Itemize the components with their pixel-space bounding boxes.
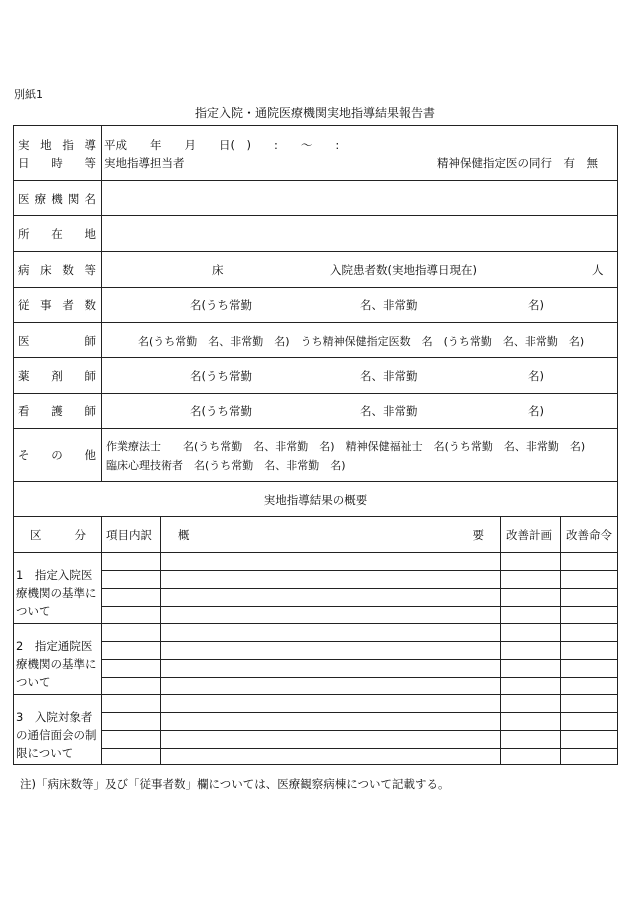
beds-unit: 床: [212, 263, 224, 277]
header-items: 項目内訳: [106, 528, 152, 542]
inpatients-unit: 人: [592, 263, 604, 277]
summary-title: 実地指導結果の概要: [263, 493, 368, 507]
label-doctors: 医 師: [18, 334, 96, 348]
inpatients-label: 入院患者数(実地指導日現在): [330, 263, 477, 277]
footnote: 注)「病床数等」及び「従事者数」欄については、医療観察病棟について記載する。: [20, 777, 450, 791]
header-improvement-order: 改善命令: [566, 528, 612, 542]
address-field[interactable]: [102, 216, 617, 250]
label-inspection-line1: 実 地 指 導: [18, 138, 96, 152]
pharmacists-parttime: 名、非常勤: [360, 369, 418, 383]
others-line1: 作業療法士 名(うち常勤 名、非常勤 名) 精神保健福祉士 名(うち常勤 名、非常勤 名): [106, 440, 586, 453]
staff-parttime: 名、非常勤: [360, 298, 418, 312]
inspection-officer-field[interactable]: 実地指導担当者: [104, 156, 185, 170]
pharmacists-fulltime: 名(うち常勤: [190, 369, 252, 383]
label-nurses: 看 護 師: [18, 404, 96, 418]
label-beds: 病 床 数 等: [18, 263, 96, 277]
section-inpatient-standards: 1 指定入院医療機関の基準について: [16, 568, 97, 618]
label-address: 所 在 地: [18, 227, 96, 241]
nurses-parttime: 名、非常勤: [360, 404, 418, 418]
pharmacists-close: 名): [528, 369, 544, 383]
label-others: そ の 他: [18, 448, 96, 462]
staff-fulltime: 名(うち常勤: [190, 298, 252, 312]
doctors-field: 名(うち常勤 名、非常勤 名) うち精神保健指定医数 名 (うち常勤 名、非常勤 名): [138, 335, 585, 348]
label-inspection-line2: 日 時 等: [18, 156, 96, 170]
header-overview: 概 要: [178, 528, 484, 542]
label-institution-name: 医 療 機 関 名: [18, 192, 96, 206]
section-outpatient-standards: 2 指定通院医療機関の基準について: [16, 639, 97, 689]
header-improvement-plan: 改善計画: [506, 528, 552, 542]
nurses-close: 名): [528, 404, 544, 418]
header-category: 区 分: [30, 528, 86, 542]
label-staff: 従 事 者 数: [18, 298, 96, 312]
psychiatrist-accompany-field[interactable]: 精神保健指定医の同行 有 無: [437, 156, 598, 170]
form-number: 別紙1: [14, 88, 43, 101]
inspection-datetime-field[interactable]: 平成 年 月 日( ) : 〜 :: [104, 138, 340, 152]
label-pharmacists: 薬 剤 師: [18, 369, 96, 383]
others-line2: 臨床心理技術者 名(うち常勤 名、非常勤 名): [106, 459, 346, 472]
section-communication-restrictions: 3 入院対象者の通信面会の制限について: [16, 710, 97, 760]
nurses-fulltime: 名(うち常勤: [190, 404, 252, 418]
staff-close: 名): [528, 298, 544, 312]
document-title: 指定入院・通院医療機関実地指導結果報告書: [194, 106, 435, 120]
institution-name-field[interactable]: [102, 181, 617, 214]
